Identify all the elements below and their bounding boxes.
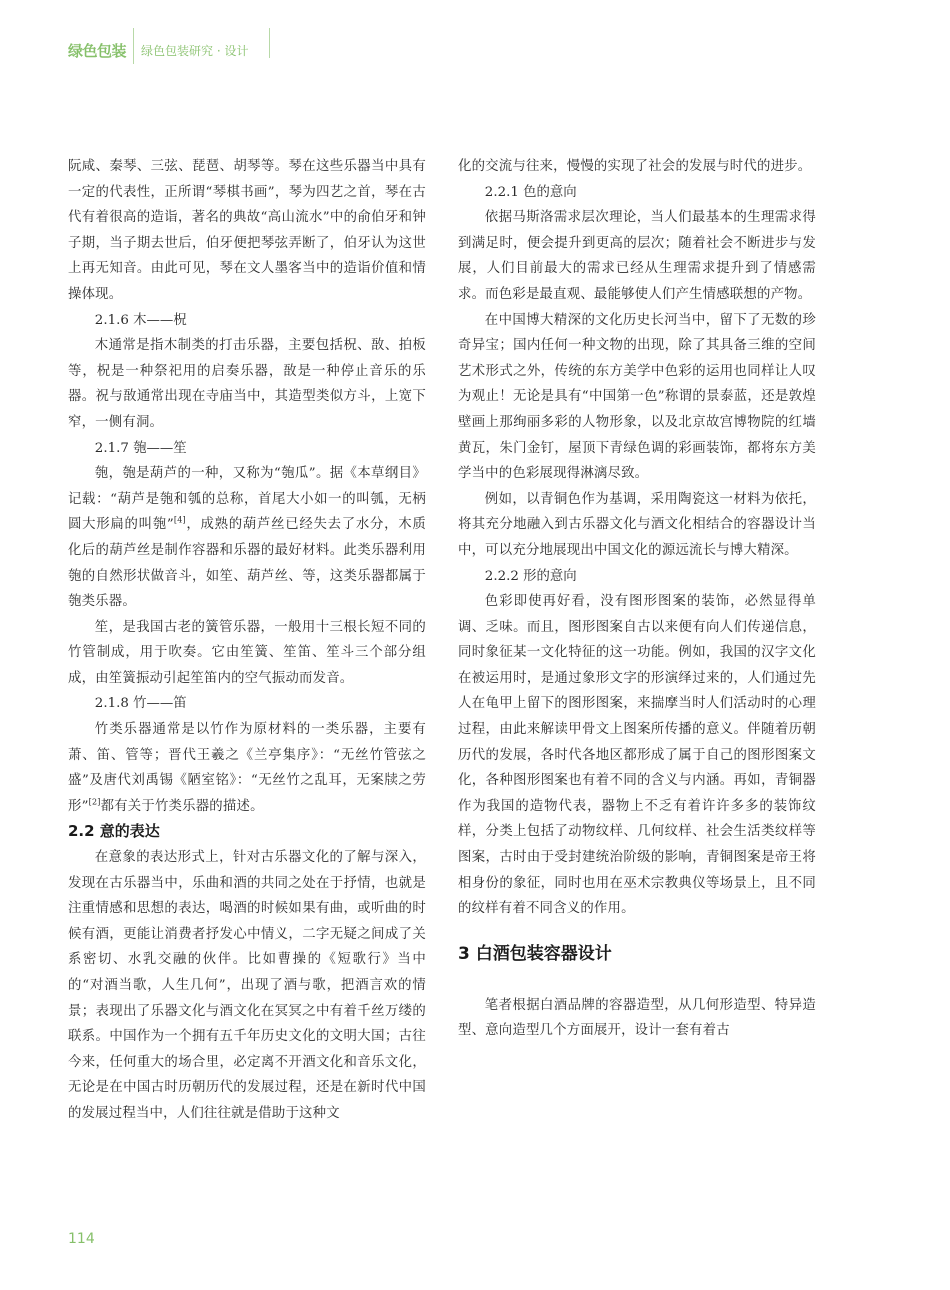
paragraph-text: 都有关于竹类乐器的描述。 xyxy=(100,798,264,814)
left-column xyxy=(68,154,426,1127)
paragraph: 在意象的表达形式上，针对古乐器文化的了解与深入，发现在古乐器当中，乐曲和酒的共同之处在于抒情，也就是注重情感和思想的表达，喝酒的时候如果有曲，或听曲的时候有酒，更能让消费者抒发心中情义，二字无疑之间成了关系密切、水乳交融的伙伴。比如曹操的《短歌行》当中的“对酒当歌，人生几何”，出现了酒与歌，把酒言欢的情景；表现出了乐器文化与酒文化在冥冥之中有着千丝万缕的联系。中国作为一个拥有五千年历史文化的文明大国；古往今来，任何重大的场合里，必定离不开酒文化和音乐文化，无论是在中国古时历朝历代的发展过程，还是在新时代中国的发展过程当中，人们往往就是借助于这种文 xyxy=(68,850,426,1121)
citation-ref: [4] xyxy=(173,515,186,525)
paragraph: 木通常是指木制类的打击乐器，主要包括柷、敔、拍板等，柷是一种祭祀用的启奏乐器，敔是一种停止音乐的乐器。祝与敔通常出现在寺庙当中，其造型类似方斗，上宽下窄，一侧有洞。 xyxy=(68,338,426,430)
journal-logo: 绿色包装 xyxy=(68,42,127,60)
paragraph-text: 竹类乐器通常是以竹作为原材料的一类乐器，主要有萧、笛、管等；晋代王羲之《兰亭集序》：“无丝竹管弦之盛”及唐代刘禹锡《陋室铭》：“无丝竹之乱耳，无案牍之劳形” xyxy=(68,722,426,814)
chapter-heading: 3 白酒包装容器设计 xyxy=(458,943,612,964)
paragraph: 依据马斯洛需求层次理论，当人们最基本的生理需求得到满足时，便会提升到更高的层次；随着社会不断进步与发展，人们目前最大的需求已经从生理需求提升到了情感需求。而色彩是最直观、最能够使人们产生情感联想的产物。 xyxy=(458,210,816,302)
subsection-heading: 2.1.8 竹——笛 xyxy=(94,696,187,712)
header-divider xyxy=(269,28,270,58)
paragraph: 阮咸、秦琴、三弦、琵琶、胡琴等。琴在这些乐器当中具有一定的代表性，正所谓“琴棋书画”，琴为四艺之首，琴在古代有着很高的造诣，著名的典故“高山流水”中的俞伯牙和钟子期，当子期去世后，伯牙便把琴弦弄断了，伯牙认为这世上再无知音。由此可见，琴在文人墨客当中的造诣价值和情操体现。 xyxy=(68,159,426,302)
paragraph-text: ，成熟的葫芦丝已经失去了水分，木质化后的葫芦丝是制作容器和乐器的最好材料。此类乐器利用匏的自然形状做音斗，如笙、葫芦丝、等，这类乐器都属于匏类乐器。 xyxy=(68,517,426,610)
citation-ref: [2] xyxy=(88,797,101,807)
paragraph xyxy=(68,461,426,615)
section-heading: 2.2 意的表达 xyxy=(68,822,160,841)
subsection-heading: 2.2.1 色的意向 xyxy=(484,184,577,200)
section-label: 绿色包装研究 · 设计 xyxy=(141,44,249,58)
right-column xyxy=(458,154,816,1044)
paragraph: 例如，以青铜色作为基调，采用陶瓷这一材料为依托，将其充分地融入到古乐器文化与酒文化相结合的容器设计当中，可以充分地展现出中国文化的源远流长与博大精深。 xyxy=(458,491,816,558)
subsection-heading: 2.1.6 木——柷 xyxy=(94,312,187,328)
paragraph: 笙，是我国古老的簧管乐器，一般用十三根长短不同的竹管制成，用于吹奏。它由笙簧、笙笛、笙斗三个部分组成，由笙簧振动引起笙笛内的空气振动而发音。 xyxy=(68,619,426,686)
paragraph xyxy=(68,717,426,819)
header-divider xyxy=(133,28,134,64)
paragraph: 笔者根据白酒品牌的容器造型，从几何形造型、特异造型、意向造型几个方面展开，设计一套有着古 xyxy=(458,997,816,1039)
paragraph: 化的交流与往来，慢慢的实现了社会的发展与时代的进步。 xyxy=(458,159,812,174)
paragraph-text: 匏，匏是葫芦的一种，又称为“匏瓜”。据《本草纲目》记载：“葫芦是匏和瓠的总称，首尾大小如一的叫瓠，无柄圆大形扁的叫匏” xyxy=(68,466,426,533)
subsection-heading: 2.1.7 匏——笙 xyxy=(94,440,187,456)
paragraph: 在中国博大精深的文化历史长河当中，留下了无数的珍奇异宝；国内任何一种文物的出现，除了其具备三维的空间艺术形式之外，传统的东方美学中色彩的运用也同样让人叹为观止！无论是具有“中国第一色”称谓的景泰蓝，还是敦煌壁画上那绚丽多彩的人物形象，以及北京故宫博物院的红墙黄瓦，朱门金钉，屋顶下青绿色调的彩画装饰，都将东方美学当中的色彩展现得淋漓尽致。 xyxy=(458,312,816,482)
paragraph: 色彩即使再好看，没有图形图案的装饰，必然显得单调、乏味。而且，图形图案自古以来便有向人们传递信息，同时象征某一文化特征的这一功能。例如，我国的汉字文化在被运用时，是通过象形文字的形演绎过来的，人们通过先人在龟甲上留下的图形图案，来揣摩当时人们活动时的心理过程，由此来解读甲骨文上图案所传播的意义。伴随着历朝历代的发展，各时代各地区都形成了属于自己的图形图案文化，各种图形图案也有着不同的含义与内涵。再如，青铜器作为我国的造物代表，器物上不乏有着许许多多的装饰纹样，分类上包括了动物纹样、几何纹样、社会生活类纹样等图案，古时由于受封建统治阶级的影响，青铜图案是帝王将相身份的象征，同时也用在巫术宗教典仪等场景上，且不同的纹样有着不同含义的作用。 xyxy=(458,594,816,917)
page-number: 114 xyxy=(68,1231,95,1247)
subsection-heading: 2.2.2 形的意向 xyxy=(484,568,577,584)
